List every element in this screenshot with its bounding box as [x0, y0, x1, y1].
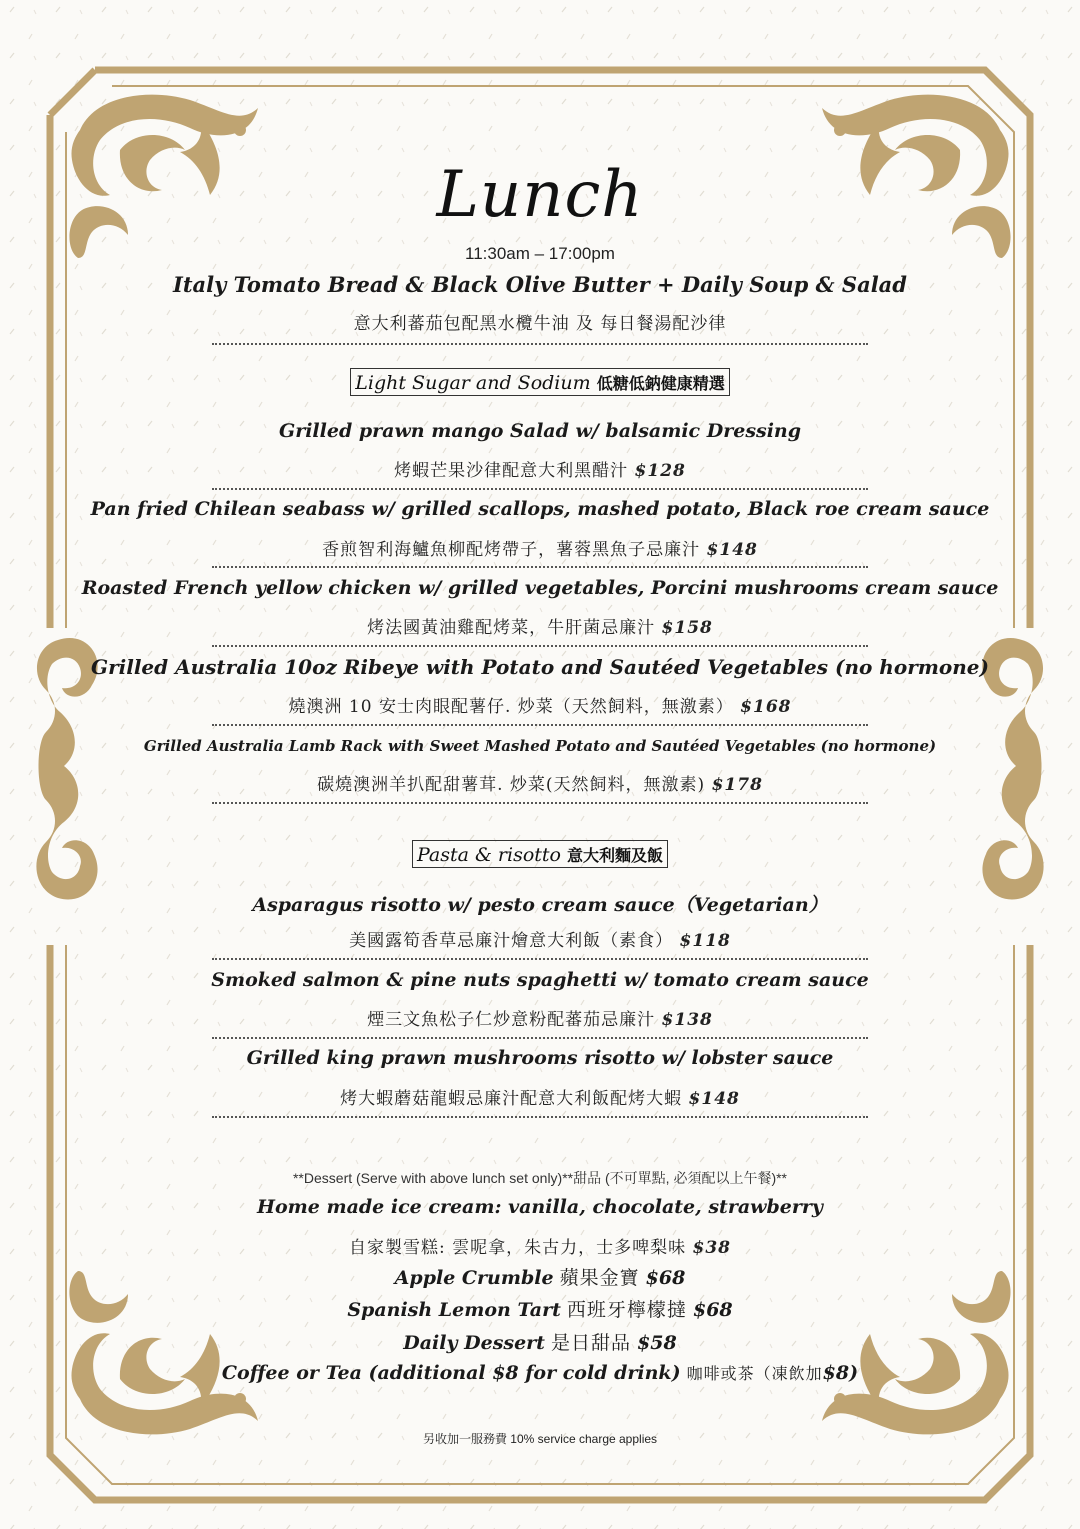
- main-item-1-price: $128: [634, 461, 686, 481]
- main-item-5-zh: 碳燒澳洲羊扒配甜薯茸. 炒菜(天然飼料，無激素) $178: [317, 775, 763, 795]
- main-item-3-price: $158: [661, 618, 713, 638]
- pasta-item-3-en: Grilled king prawn mushrooms risotto w/ lobster sauce: [246, 1047, 834, 1069]
- main-item-3-zh: 烤法國黃油雞配烤菜，牛肝菌忌廉汁 $158: [367, 618, 713, 638]
- section-healthy-zh: 低糖低鈉健康精選: [596, 374, 725, 393]
- divider: [212, 802, 868, 804]
- divider: [212, 958, 868, 960]
- divider: [212, 343, 868, 345]
- pasta-item-1-en: Asparagus risotto w/ pesto cream sauce（Vegetarian）: [252, 894, 828, 916]
- dessert-note: **Dessert (Serve with above lunch set only)**甜品 (不可單點, 必須配以上午餐)**: [292, 1170, 788, 1186]
- section-healthy-en: Light Sugar and Sodium: [355, 372, 591, 394]
- main-item-2-en: Pan fried Chilean seabass w/ grilled scallops, mashed potato, Black roe cream sauce: [90, 498, 990, 520]
- main-item-4-price: $168: [740, 697, 792, 717]
- main-item-1-zh: 烤蝦芒果沙律配意大利黑醋汁 $128: [394, 461, 686, 481]
- dessert-icecream-price: $38: [692, 1238, 732, 1258]
- main-item-5-price: $178: [711, 775, 763, 795]
- menu-title: Lunch: [436, 158, 644, 232]
- divider: [212, 1116, 868, 1118]
- main-item-2-zh: 香煎智利海鱸魚柳配烤帶子，薯蓉黑魚子忌廉汁 $148: [322, 540, 758, 560]
- dessert-item-1-price: $68: [645, 1267, 686, 1289]
- main-item-2-price: $148: [706, 540, 758, 560]
- main-item-5-en: Grilled Australia Lamb Rack with Sweet Mashed Potato and Sautéed Vegetables (no hormone): [143, 737, 937, 755]
- intro-english: Italy Tomato Bread & Black Olive Butter + Daily Soup & Salad: [173, 272, 907, 297]
- service-charge-note: 另收加一服務費 10% service charge applies: [422, 1432, 658, 1446]
- section-heading-healthy: [0, 368, 1080, 396]
- service-hours: 11:30am – 17:00pm: [465, 244, 615, 263]
- pasta-item-2-zh: 煙三文魚松子仁炒意粉配蕃茄忌廉汁 $138: [367, 1010, 713, 1030]
- section-heading-pasta: [0, 840, 1080, 868]
- divider: [212, 566, 868, 568]
- pasta-item-2-price: $138: [661, 1010, 713, 1030]
- divider: [212, 488, 868, 490]
- dessert-item-2: Spanish Lemon Tart 西班牙檸檬撻 $68: [347, 1299, 733, 1321]
- dessert-icecream-en: Home made ice cream: vanilla, chocolate, strawberry: [257, 1196, 823, 1218]
- main-item-1-en: Grilled prawn mango Salad w/ balsamic Dressing: [278, 420, 802, 442]
- section-pasta-zh: 意大利麵及飯: [567, 846, 664, 865]
- dessert-item-1: Apple Crumble 蘋果金寶 $68: [394, 1267, 686, 1289]
- main-item-4-zh: 燒澳洲 10 安士肉眼配薯仔. 炒菜（天然飼料，無激素） $168: [288, 697, 792, 717]
- main-item-3-en: Roasted French yellow chicken w/ grilled vegetables, Porcini mushrooms cream sauce: [81, 577, 999, 599]
- pasta-item-2-en: Smoked salmon & pine nuts spaghetti w/ tomato cream sauce: [211, 969, 869, 991]
- drink-line: Coffee or Tea (additional $8 for cold drink) 咖啡或茶（凍飲加$8): [221, 1362, 859, 1384]
- pasta-item-3-zh: 烤大蝦蘑菇龍蝦忌廉汁配意大利飯配烤大蝦 $148: [340, 1089, 740, 1109]
- pasta-item-1-price: $118: [679, 931, 731, 951]
- intro-chinese: 意大利蕃茄包配黑水欖牛油 及 每日餐湯配沙律: [353, 314, 727, 334]
- main-item-4-en: Grilled Australia 10oz Ribeye with Potato and Sautéed Vegetables (no hormone): [91, 655, 989, 679]
- dessert-item-3-price: $58: [637, 1332, 677, 1354]
- pasta-item-1-zh: 美國露筍香草忌廉汁燴意大利飯（素食） $118: [349, 931, 731, 951]
- dessert-icecream-zh: 自家製雪糕: 雲呢拿，朱古力，士多啤梨味 $38: [348, 1238, 732, 1258]
- divider: [212, 1037, 868, 1039]
- dessert-item-3: Daily Dessert 是日甜品 $58: [403, 1332, 677, 1354]
- pasta-item-3-price: $148: [688, 1089, 740, 1109]
- divider: [212, 645, 868, 647]
- dessert-item-2-price: $68: [692, 1299, 733, 1321]
- divider: [212, 724, 868, 726]
- section-pasta-en: Pasta & risotto: [416, 844, 561, 866]
